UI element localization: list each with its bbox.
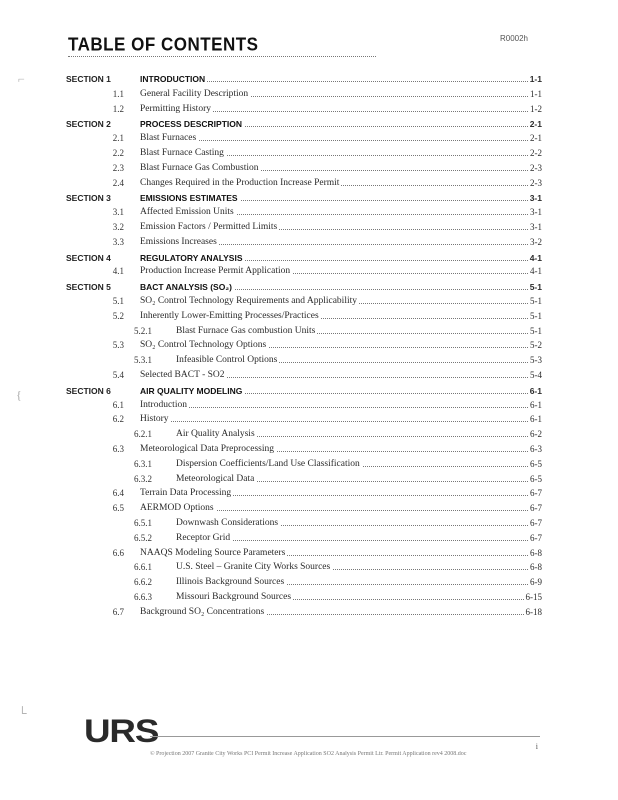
- toc-page-number[interactable]: 6-7: [530, 503, 542, 514]
- toc-page-number[interactable]: 6-7: [530, 532, 542, 543]
- toc-page-number[interactable]: 2-3: [530, 177, 542, 188]
- toc-entry-title[interactable]: SO₂ Control Technology Requirements and Applicability: [140, 296, 357, 306]
- toc-page-number[interactable]: 6-8: [530, 547, 542, 558]
- toc-entry-row: [0, 310, 618, 322]
- toc-entry-number: 5.1: [112, 296, 124, 306]
- toc-entry-number: 6.5.1: [134, 518, 152, 528]
- toc-entry-number: 3.1: [112, 207, 124, 218]
- toc-entry-number: 6.5.2: [134, 532, 152, 543]
- toc-entry-title[interactable]: Selected BACT - SO2: [140, 370, 225, 380]
- toc-entry-number: 6.2: [112, 414, 124, 425]
- toc-entry-title[interactable]: Terrain Data Processing: [140, 488, 232, 499]
- toc-entry-row: [0, 339, 618, 351]
- toc-entry-title[interactable]: Production Increase Permit Application: [140, 266, 291, 277]
- toc-entry-number: 2.3: [112, 162, 124, 173]
- toc-entry-number: 1.1: [112, 88, 124, 99]
- toc-entry-number: 5.3: [112, 340, 124, 351]
- toc-page-number[interactable]: 6-2: [530, 429, 542, 440]
- toc-entry-number: 3.3: [112, 236, 124, 247]
- toc-entry-title[interactable]: Meteorological Data: [176, 473, 255, 484]
- toc-entry-row: [0, 177, 618, 189]
- toc-section-row: [0, 192, 618, 204]
- toc-entry-row: [0, 206, 618, 218]
- toc-entry-title[interactable]: Changes Required in the Production Increase Permit: [140, 177, 340, 188]
- toc-page-number[interactable]: 5-1: [530, 310, 542, 321]
- toc-entry-row: [0, 561, 618, 573]
- toc-entry-title[interactable]: Infeasible Control Options: [176, 355, 278, 366]
- toc-entry-row: [0, 532, 618, 544]
- toc-entry-number: 6.7: [112, 606, 124, 617]
- toc-page-number[interactable]: 6-7: [530, 518, 542, 528]
- toc-section-row: [0, 73, 618, 85]
- toc-entry-title[interactable]: Air Quality Analysis: [176, 429, 255, 440]
- toc-entry-row: [0, 443, 618, 455]
- toc-entry-title[interactable]: Inherently Lower-Emitting Processes/Practices: [140, 310, 319, 321]
- toc-page-number[interactable]: 3-1: [530, 207, 542, 218]
- toc-page-number[interactable]: 6-18: [525, 606, 542, 617]
- toc-entry-title[interactable]: Blast Furnaces: [140, 133, 197, 144]
- toc-entry-title[interactable]: Missouri Background Sources: [176, 592, 292, 602]
- toc-page-number[interactable]: 3-2: [530, 236, 542, 247]
- toc-entry-title[interactable]: Illinois Background Sources: [176, 577, 285, 588]
- title-divider: [68, 56, 376, 57]
- toc-entry-title[interactable]: PROCESS DESCRIPTION: [140, 119, 243, 130]
- toc-page-number[interactable]: 5-1: [529, 282, 542, 293]
- toc-entry-title[interactable]: Affected Emission Units: [140, 207, 234, 218]
- toc-page-number[interactable]: 5-1: [530, 296, 542, 306]
- toc-section-row: [0, 385, 618, 397]
- toc-entry-title[interactable]: Receptor Grid: [176, 532, 231, 543]
- toc-section-label: SECTION 6: [66, 385, 111, 396]
- toc-entry-number: 6.5: [112, 503, 124, 514]
- toc-entry-row: [0, 325, 618, 337]
- document-id: R0002h: [499, 34, 528, 43]
- toc-entry-number: 3.2: [112, 222, 124, 232]
- toc-entry-row: [0, 88, 618, 100]
- toc-entry-number: 6.3.2: [134, 473, 152, 484]
- toc-entry-title[interactable]: BACT ANALYSIS (SO₂): [140, 282, 232, 293]
- scan-mark: ⌐: [18, 72, 25, 86]
- toc-page-number[interactable]: 6-3: [530, 444, 542, 454]
- toc-entry-title[interactable]: AIR QUALITY MODELING: [140, 385, 243, 396]
- toc-entry-title[interactable]: EMISSIONS ESTIMATES: [140, 193, 238, 204]
- toc-page-number[interactable]: 1-1: [530, 88, 542, 99]
- toc-entry-row: [0, 147, 618, 159]
- toc-entry-title[interactable]: AERMOD Options: [140, 503, 214, 514]
- toc-entry-number: 6.6: [112, 547, 124, 558]
- toc-entry-row: [0, 576, 618, 588]
- toc-entry-title[interactable]: NAAQS Modeling Source Parameters: [140, 547, 286, 558]
- toc-section-label: SECTION 3: [66, 193, 111, 204]
- toc-entry-row: [0, 591, 618, 603]
- footer-file-path: © Projection 2007 Granite City Works PCI Permit Increase Application SO2 Analysis Permit Ltr. Permit Application rev4 2008.doc: [150, 751, 467, 757]
- toc-entry-number: 5.2: [112, 310, 124, 321]
- toc-page-number[interactable]: 5-3: [530, 355, 542, 366]
- toc-entry-row: [0, 103, 618, 115]
- toc-page-number[interactable]: 2-2: [530, 148, 542, 158]
- toc-page-number[interactable]: 6-8: [530, 562, 542, 573]
- toc-page-number[interactable]: 6-5: [530, 473, 542, 484]
- toc-page-number[interactable]: 5-1: [530, 325, 542, 336]
- toc-page-number[interactable]: 1-1: [529, 74, 542, 84]
- toc-entry-title[interactable]: Dispersion Coefficients/Land Use Classification: [176, 458, 360, 469]
- toc-leader-dots: [144, 140, 542, 141]
- toc-page-number[interactable]: 1-2: [530, 103, 542, 114]
- toc-entry-number: 6.4: [112, 488, 124, 499]
- toc-entry-number: 6.2.1: [134, 429, 152, 440]
- toc-entry-number: 1.2: [112, 103, 124, 114]
- toc-entry-title[interactable]: SO₂ Control Technology Options: [140, 340, 267, 351]
- toc-entry-number: 6.3: [112, 444, 124, 454]
- toc-page-number[interactable]: 3-1: [529, 193, 542, 204]
- toc-entry-row: [0, 369, 618, 381]
- toc-entry-number: 6.6.2: [134, 577, 152, 588]
- toc-entry-row: [0, 221, 618, 233]
- toc-entry-row: [0, 236, 618, 248]
- toc-section-label: SECTION 1: [66, 74, 111, 84]
- toc-entry-row: [0, 458, 618, 470]
- toc-page-number[interactable]: 2-1: [529, 119, 542, 130]
- toc-entry-row: [0, 399, 618, 411]
- toc-entry-number: 6.3.1: [134, 458, 152, 469]
- toc-entry-number: 6.6.1: [134, 562, 152, 573]
- toc-page-number[interactable]: 6-1: [530, 414, 542, 425]
- toc-entry-title[interactable]: INTRODUCTION: [140, 74, 206, 84]
- toc-entry-number: 5.3.1: [134, 355, 152, 366]
- toc-page-number[interactable]: 2-3: [530, 162, 542, 173]
- toc-section-row: [0, 281, 618, 293]
- toc-page-number[interactable]: 6-9: [530, 577, 542, 588]
- toc-entry-title[interactable]: Background SO₂ Concentrations: [140, 606, 265, 617]
- toc-entry-title[interactable]: Emission Factors / Permitted Limits: [140, 222, 278, 232]
- toc-section-label: SECTION 4: [66, 252, 111, 263]
- toc-entry-row: [0, 413, 618, 425]
- toc-entry-row: [0, 295, 618, 307]
- toc-leader-dots: [144, 407, 542, 408]
- toc-section-label: SECTION 5: [66, 282, 111, 293]
- toc-section-row: [0, 118, 618, 130]
- toc-entry-title[interactable]: Blast Furnace Gas combustion Units: [176, 325, 316, 336]
- toc-entry-row: [0, 162, 618, 174]
- toc-page-number[interactable]: 6-1: [530, 399, 542, 410]
- toc-page-number[interactable]: 6-1: [529, 385, 542, 396]
- toc-entry-row: [0, 132, 618, 144]
- toc-entry-row: [0, 473, 618, 485]
- toc-entry-row: [0, 606, 618, 618]
- footer-divider: [150, 736, 540, 737]
- toc-entry-title[interactable]: Introduction: [140, 399, 187, 410]
- toc-entry-title[interactable]: History: [140, 414, 169, 425]
- scan-mark: {: [16, 388, 22, 402]
- toc-entry-row: [0, 354, 618, 366]
- toc-entry-row: [0, 265, 618, 277]
- toc-leader-dots: [180, 540, 542, 541]
- toc-entry-title[interactable]: Downwash Considerations: [176, 518, 279, 528]
- toc-entry-number: 5.4: [112, 370, 124, 380]
- toc-page-number[interactable]: 4-1: [529, 252, 542, 263]
- toc-entry-row: [0, 547, 618, 559]
- toc-entry-number: 6.6.3: [134, 592, 152, 602]
- toc-page-number[interactable]: 6-15: [525, 592, 542, 602]
- toc-entry-row: [0, 428, 618, 440]
- toc-entry-number: 2.4: [112, 177, 124, 188]
- toc-entry-title[interactable]: Emissions Increases: [140, 236, 217, 247]
- toc-entry-title[interactable]: Blast Furnace Gas Combustion: [140, 162, 259, 173]
- toc-entry-title[interactable]: Meteorological Data Preprocessing: [140, 444, 275, 454]
- toc-entry-title[interactable]: Blast Furnace Casting: [140, 148, 224, 158]
- toc-page-number[interactable]: 2-1: [530, 133, 542, 144]
- toc-leader-dots: [144, 421, 542, 422]
- page-number: i: [535, 742, 538, 751]
- toc-entry-number: 5.2.1: [134, 325, 152, 336]
- urs-logo: URS: [84, 713, 159, 749]
- toc-page-number[interactable]: 4-1: [530, 266, 542, 277]
- toc-entry-title[interactable]: General Facility Description: [140, 88, 249, 99]
- toc-entry-row: [0, 487, 618, 499]
- toc-section-label: SECTION 2: [66, 119, 111, 130]
- toc-page-number[interactable]: 3-1: [530, 222, 542, 232]
- scan-mark: └: [18, 706, 27, 720]
- toc-entry-number: 6.1: [112, 399, 124, 410]
- toc-entry-title[interactable]: REGULATORY ANALYSIS: [140, 252, 243, 263]
- toc-page-number[interactable]: 5-2: [530, 340, 542, 351]
- toc-page-number[interactable]: 5-4: [530, 370, 542, 380]
- toc-section-row: [0, 252, 618, 264]
- page-title: TABLE OF CONTENTS: [68, 34, 259, 55]
- toc-entry-title[interactable]: Permitting History: [140, 103, 211, 114]
- toc-page-number[interactable]: 6-5: [530, 458, 542, 469]
- toc-entry-title[interactable]: U.S. Steel – Granite City Works Sources: [176, 562, 331, 573]
- toc-entry-row: [0, 517, 618, 529]
- toc-entry-number: 2.1: [112, 133, 124, 144]
- toc-entry-number: 4.1: [112, 266, 124, 277]
- toc-entry-number: 2.2: [112, 148, 124, 158]
- toc-entry-row: [0, 502, 618, 514]
- toc-page-number[interactable]: 6-7: [530, 488, 542, 499]
